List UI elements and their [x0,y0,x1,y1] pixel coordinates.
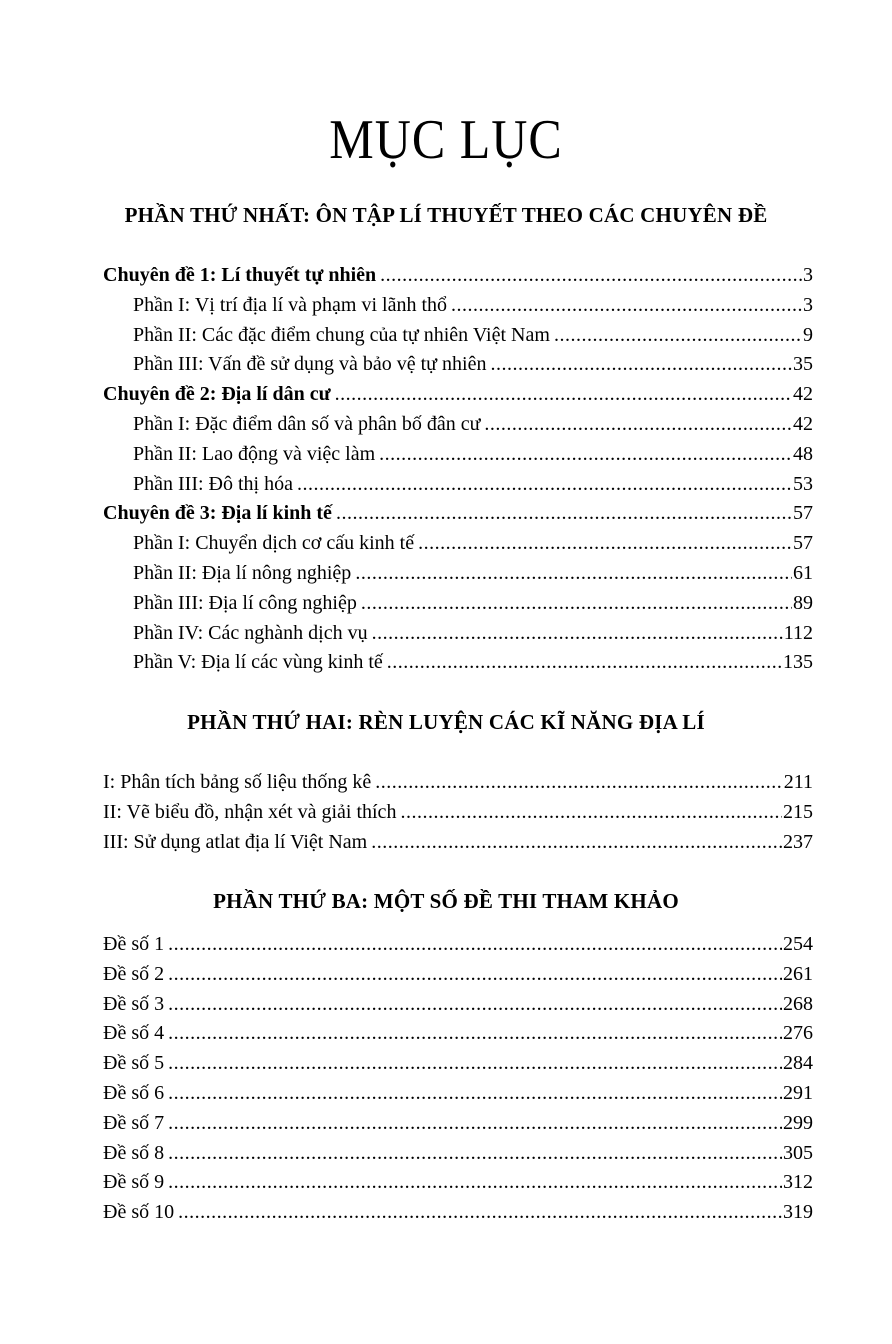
toc-entry [103,321,813,351]
toc-entry [103,990,813,1020]
page-title: MỤC LỤC [329,107,563,171]
toc-entry-label: Đề số 4 [103,1022,165,1045]
toc-entry-page-number: 268 [783,992,813,1015]
dot-leader [297,470,792,500]
toc-entry [103,380,813,410]
dot-leader [168,1139,782,1169]
part-1-heading: PHẦN THỨ NHẤT: ÔN TẬP LÍ THUYẾT THEO CÁC CHUYÊN ĐỀ [124,203,768,227]
dot-leader [379,440,792,470]
part-2-heading: PHẦN THỨ HAI: RÈN LUYỆN CÁC KĨ NĂNG ĐỊA LÍ [187,710,705,734]
dot-leader [400,798,782,828]
dot-leader [168,990,782,1020]
toc-entry-label: Phần I: Đặc điểm dân số và phân bố đân cư [133,412,481,435]
toc-entry [103,648,813,678]
toc-entry-page-number: 53 [793,472,813,495]
dot-leader [335,380,792,410]
dot-leader [168,1168,782,1198]
toc-entry-page-number: 9 [803,323,813,346]
toc-entry [103,1168,813,1198]
toc-entry-label: Phần II: Các đặc điểm chung của tự nhiên Việt Nam [133,323,550,346]
dot-leader [372,619,783,649]
toc-entry-label: Phần III: Vấn đề sử dụng và bảo vệ tự nhiên [133,353,487,376]
toc-entry [103,470,813,500]
toc-entry-page-number: 215 [783,800,813,823]
toc-entry-page-number: 61 [793,561,813,584]
toc-entry [103,1079,813,1109]
toc-entry-label: Chuyên đề 3: Địa lí kinh tế [103,502,332,525]
dot-leader [355,559,792,589]
part-1-toc-list [103,261,813,678]
toc-entry [103,1139,813,1169]
toc-entry-page-number: 305 [783,1141,813,1164]
dot-leader [178,1198,782,1228]
toc-entry-page-number: 299 [783,1111,813,1134]
toc-entry [103,291,813,321]
toc-entry-page-number: 89 [793,591,813,614]
toc-entry [103,440,813,470]
dot-leader [168,1049,782,1079]
toc-entry-label: Đề số 7 [103,1111,165,1134]
toc-entry-page-number: 319 [783,1201,813,1224]
toc-entry-label: Phần III: Địa lí công nghiệp [133,591,357,614]
toc-entry [103,589,813,619]
toc-entry-page-number: 261 [783,962,813,985]
toc-entry-page-number: 42 [793,412,813,435]
toc-entry-label: Chuyên đề 2: Địa lí dân cư [103,383,331,406]
dot-leader [371,828,782,858]
dot-leader [168,1079,782,1109]
toc-entry-label: II: Vẽ biểu đồ, nhận xét và giải thích [103,800,397,823]
toc-entry [103,529,813,559]
toc-entry-label: Đề số 6 [103,1081,165,1104]
toc-entry [103,798,813,828]
dot-leader [554,321,802,351]
dot-leader [168,1019,782,1049]
dot-leader [168,960,782,990]
dot-leader [375,768,782,798]
toc-entry-page-number: 57 [793,502,813,525]
dot-leader [490,350,792,380]
toc-entry-label: Đề số 3 [103,992,165,1015]
toc-entry-label: I: Phân tích bảng số liệu thống kê [103,771,372,793]
toc-entry-page-number: 312 [783,1171,813,1194]
dot-leader [451,291,802,321]
toc-entry-page-number: 135 [783,651,813,674]
toc-entry-label: Phần II: Địa lí nông nghiệp [133,561,352,584]
toc-entry [103,559,813,589]
toc-entry-label: III: Sử dụng atlat địa lí Việt Nam [103,830,368,853]
toc-entry [103,828,813,858]
dot-leader [387,648,782,678]
dot-leader [380,261,802,291]
toc-entry-label: Đề số 2 [103,962,165,985]
toc-entry-page-number: 3 [803,293,813,316]
toc-entry-page-number: 254 [783,933,813,955]
toc-entry-page-number: 284 [783,1052,813,1075]
toc-entry-label: Phần IV: Các nghành dịch vụ [133,621,368,644]
toc-entry [103,960,813,990]
toc-entry-page-number: 57 [793,532,813,555]
toc-entry-label: Phần I: Chuyển dịch cơ cấu kinh tế [133,532,415,555]
toc-entry-label: Đề số 5 [103,1052,165,1075]
toc-entry-page-number: 35 [793,353,813,376]
toc-entry [103,499,813,529]
dot-leader [336,499,792,529]
toc-entry-label: Phần III: Đô thị hóa [133,472,293,495]
toc-entry-page-number: 42 [793,383,813,406]
toc-entry-page-number: 112 [783,621,813,644]
toc-entry-page-number: 48 [793,442,813,465]
toc-entry-label: Phần V: Địa lí các vùng kinh tế [133,651,383,674]
toc-entry-label: Đề số 1 [103,933,165,955]
toc-entry-page-number: 276 [783,1022,813,1045]
toc-entry-label: Đề số 8 [103,1141,165,1164]
toc-entry [103,1019,813,1049]
toc-entry [103,1109,813,1139]
dot-leader [168,1109,782,1139]
toc-entry-label: Phần I: Vị trí địa lí và phạm vi lãnh thổ [133,293,448,316]
toc-entry [103,768,813,798]
dot-leader [418,529,792,559]
toc-entry-page-number: 291 [783,1081,813,1104]
toc-entry-page-number: 211 [783,771,813,793]
toc-entry [103,619,813,649]
toc-entry [103,1198,813,1228]
toc-entry-page-number: 3 [803,264,813,286]
part-3-toc-list [103,930,813,1228]
toc-entry-label: Chuyên đề 1: Lí thuyết tự nhiên [103,264,377,286]
part-3-heading: PHẦN THỨ BA: MỘT SỐ ĐỀ THI THAM KHẢO [213,889,679,913]
toc-entry [103,1049,813,1079]
toc-entry-label: Đề số 10 [103,1201,175,1224]
dot-leader [168,930,782,960]
dot-leader [361,589,792,619]
toc-entry [103,930,813,960]
toc-entry [103,261,813,291]
toc-entry-page-number: 237 [783,830,813,853]
part-2-toc-list [103,768,813,857]
toc-entry-label: Phần II: Lao động và việc làm [133,442,376,465]
toc-entry-label: Đề số 9 [103,1171,165,1194]
toc-entry [103,350,813,380]
toc-entry [103,410,813,440]
dot-leader [484,410,792,440]
